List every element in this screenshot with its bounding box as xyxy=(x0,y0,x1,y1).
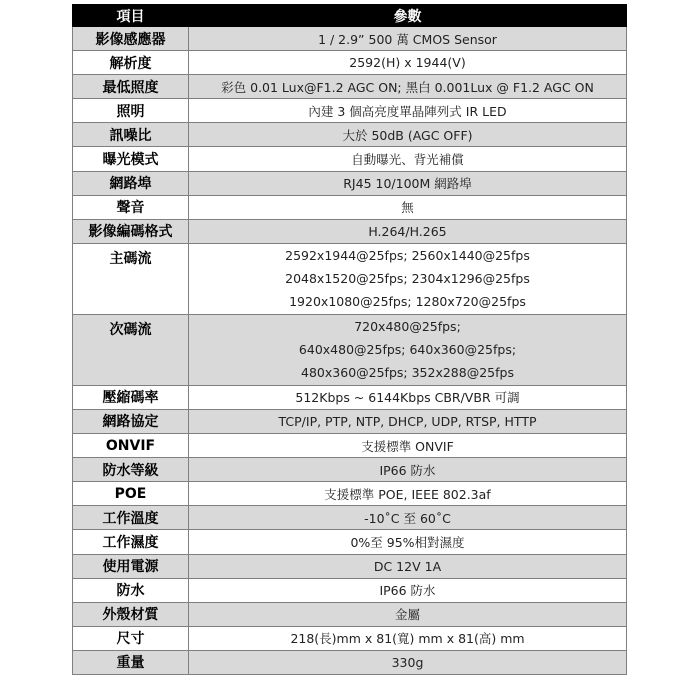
row-label: 重量 xyxy=(73,650,189,674)
row-main-stream xyxy=(73,243,627,314)
row-bitrate xyxy=(73,385,627,409)
stream-line: 720x480@25fps; xyxy=(354,318,461,334)
row-value: -10˚C 至 60˚C xyxy=(189,506,627,530)
stream-line: 2048x1520@25fps; 2304x1296@25fps xyxy=(285,271,530,287)
row-value: 330g xyxy=(189,650,627,674)
row-value: IP66 防水 xyxy=(189,458,627,482)
row-value: IP66 防水 xyxy=(189,578,627,602)
row-snr xyxy=(73,123,627,147)
row-label: 網路協定 xyxy=(73,409,189,433)
row-audio xyxy=(73,195,627,219)
stream-line: 2592x1944@25fps; 2560x1440@25fps xyxy=(285,247,530,263)
stream-line: 1920x1080@25fps; 1280x720@25fps xyxy=(289,294,526,310)
row-value: 無 xyxy=(189,195,627,219)
row-image-sensor xyxy=(73,27,627,51)
row-label: 解析度 xyxy=(73,51,189,75)
row-operating-humidity xyxy=(73,530,627,554)
row-network-port xyxy=(73,171,627,195)
row-waterproof-rating xyxy=(73,458,627,482)
header-item: 項目 xyxy=(73,5,189,27)
row-poe xyxy=(73,482,627,506)
row-label: 工作濕度 xyxy=(73,530,189,554)
row-label: 外殼材質 xyxy=(73,602,189,626)
row-weight xyxy=(73,650,627,674)
row-label: 最低照度 xyxy=(73,75,189,99)
row-value: 金屬 xyxy=(189,602,627,626)
row-value: 512Kbps ~ 6144Kbps CBR/VBR 可調 xyxy=(189,385,627,409)
row-label: POE xyxy=(73,482,189,506)
row-lighting xyxy=(73,99,627,123)
row-label: 次碼流 xyxy=(73,314,189,385)
row-video-codec xyxy=(73,219,627,243)
row-onvif xyxy=(73,434,627,458)
table-header-row xyxy=(73,5,627,27)
row-label: 尺寸 xyxy=(73,626,189,650)
row-value: 2592(H) x 1944(V) xyxy=(189,51,627,75)
row-label: ONVIF xyxy=(73,434,189,458)
stream-line: 640x480@25fps; 640x360@25fps; xyxy=(298,342,517,358)
row-label: 防水 xyxy=(73,578,189,602)
row-label: 曝光模式 xyxy=(73,147,189,171)
row-value: 218(長)mm x 81(寬) mm x 81(高) mm xyxy=(189,626,627,650)
row-value: DC 12V 1A xyxy=(189,554,627,578)
row-resolution xyxy=(73,51,627,75)
row-label: 使用電源 xyxy=(73,554,189,578)
row-label: 壓縮碼率 xyxy=(73,385,189,409)
row-value xyxy=(189,243,627,314)
row-value: 內建 3 個高亮度單晶陣列式 IR LED xyxy=(189,99,627,123)
row-value: 大於 50dB (AGC OFF) xyxy=(189,123,627,147)
row-value: H.264/H.265 xyxy=(189,219,627,243)
row-label: 聲音 xyxy=(73,195,189,219)
row-label: 網路埠 xyxy=(73,171,189,195)
row-sub-stream xyxy=(73,314,627,385)
row-exposure-mode xyxy=(73,147,627,171)
row-operating-temperature xyxy=(73,506,627,530)
row-label: 影像感應器 xyxy=(73,27,189,51)
row-value: 彩色 0.01 Lux@F1.2 AGC ON; 黑白 0.001Lux @ F1.2 AGC ON xyxy=(189,75,627,99)
row-housing-material xyxy=(73,602,627,626)
row-dimensions xyxy=(73,626,627,650)
spec-table xyxy=(72,4,627,675)
row-label: 訊噪比 xyxy=(73,123,189,147)
row-label: 主碼流 xyxy=(73,243,189,314)
row-value: RJ45 10/100M 網路埠 xyxy=(189,171,627,195)
row-value: 支援標準 POE, IEEE 802.3af xyxy=(189,482,627,506)
row-power-supply xyxy=(73,554,627,578)
header-parameter: 參數 xyxy=(189,5,627,27)
row-label: 防水等級 xyxy=(73,458,189,482)
row-value: TCP/IP, PTP, NTP, DHCP, UDP, RTSP, HTTP xyxy=(189,409,627,433)
row-value: 自動曝光、背光補償 xyxy=(189,147,627,171)
row-min-illumination xyxy=(73,75,627,99)
row-waterproof xyxy=(73,578,627,602)
row-label: 照明 xyxy=(73,99,189,123)
row-network-protocol xyxy=(73,409,627,433)
row-label: 工作溫度 xyxy=(73,506,189,530)
row-value xyxy=(189,314,627,385)
row-label: 影像編碼格式 xyxy=(73,219,189,243)
row-value: 支援標準 ONVIF xyxy=(189,434,627,458)
stream-line: 480x360@25fps; 352x288@25fps xyxy=(301,365,514,381)
row-value: 1 / 2.9” 500 萬 CMOS Sensor xyxy=(189,27,627,51)
row-value: 0%至 95%相對濕度 xyxy=(189,530,627,554)
